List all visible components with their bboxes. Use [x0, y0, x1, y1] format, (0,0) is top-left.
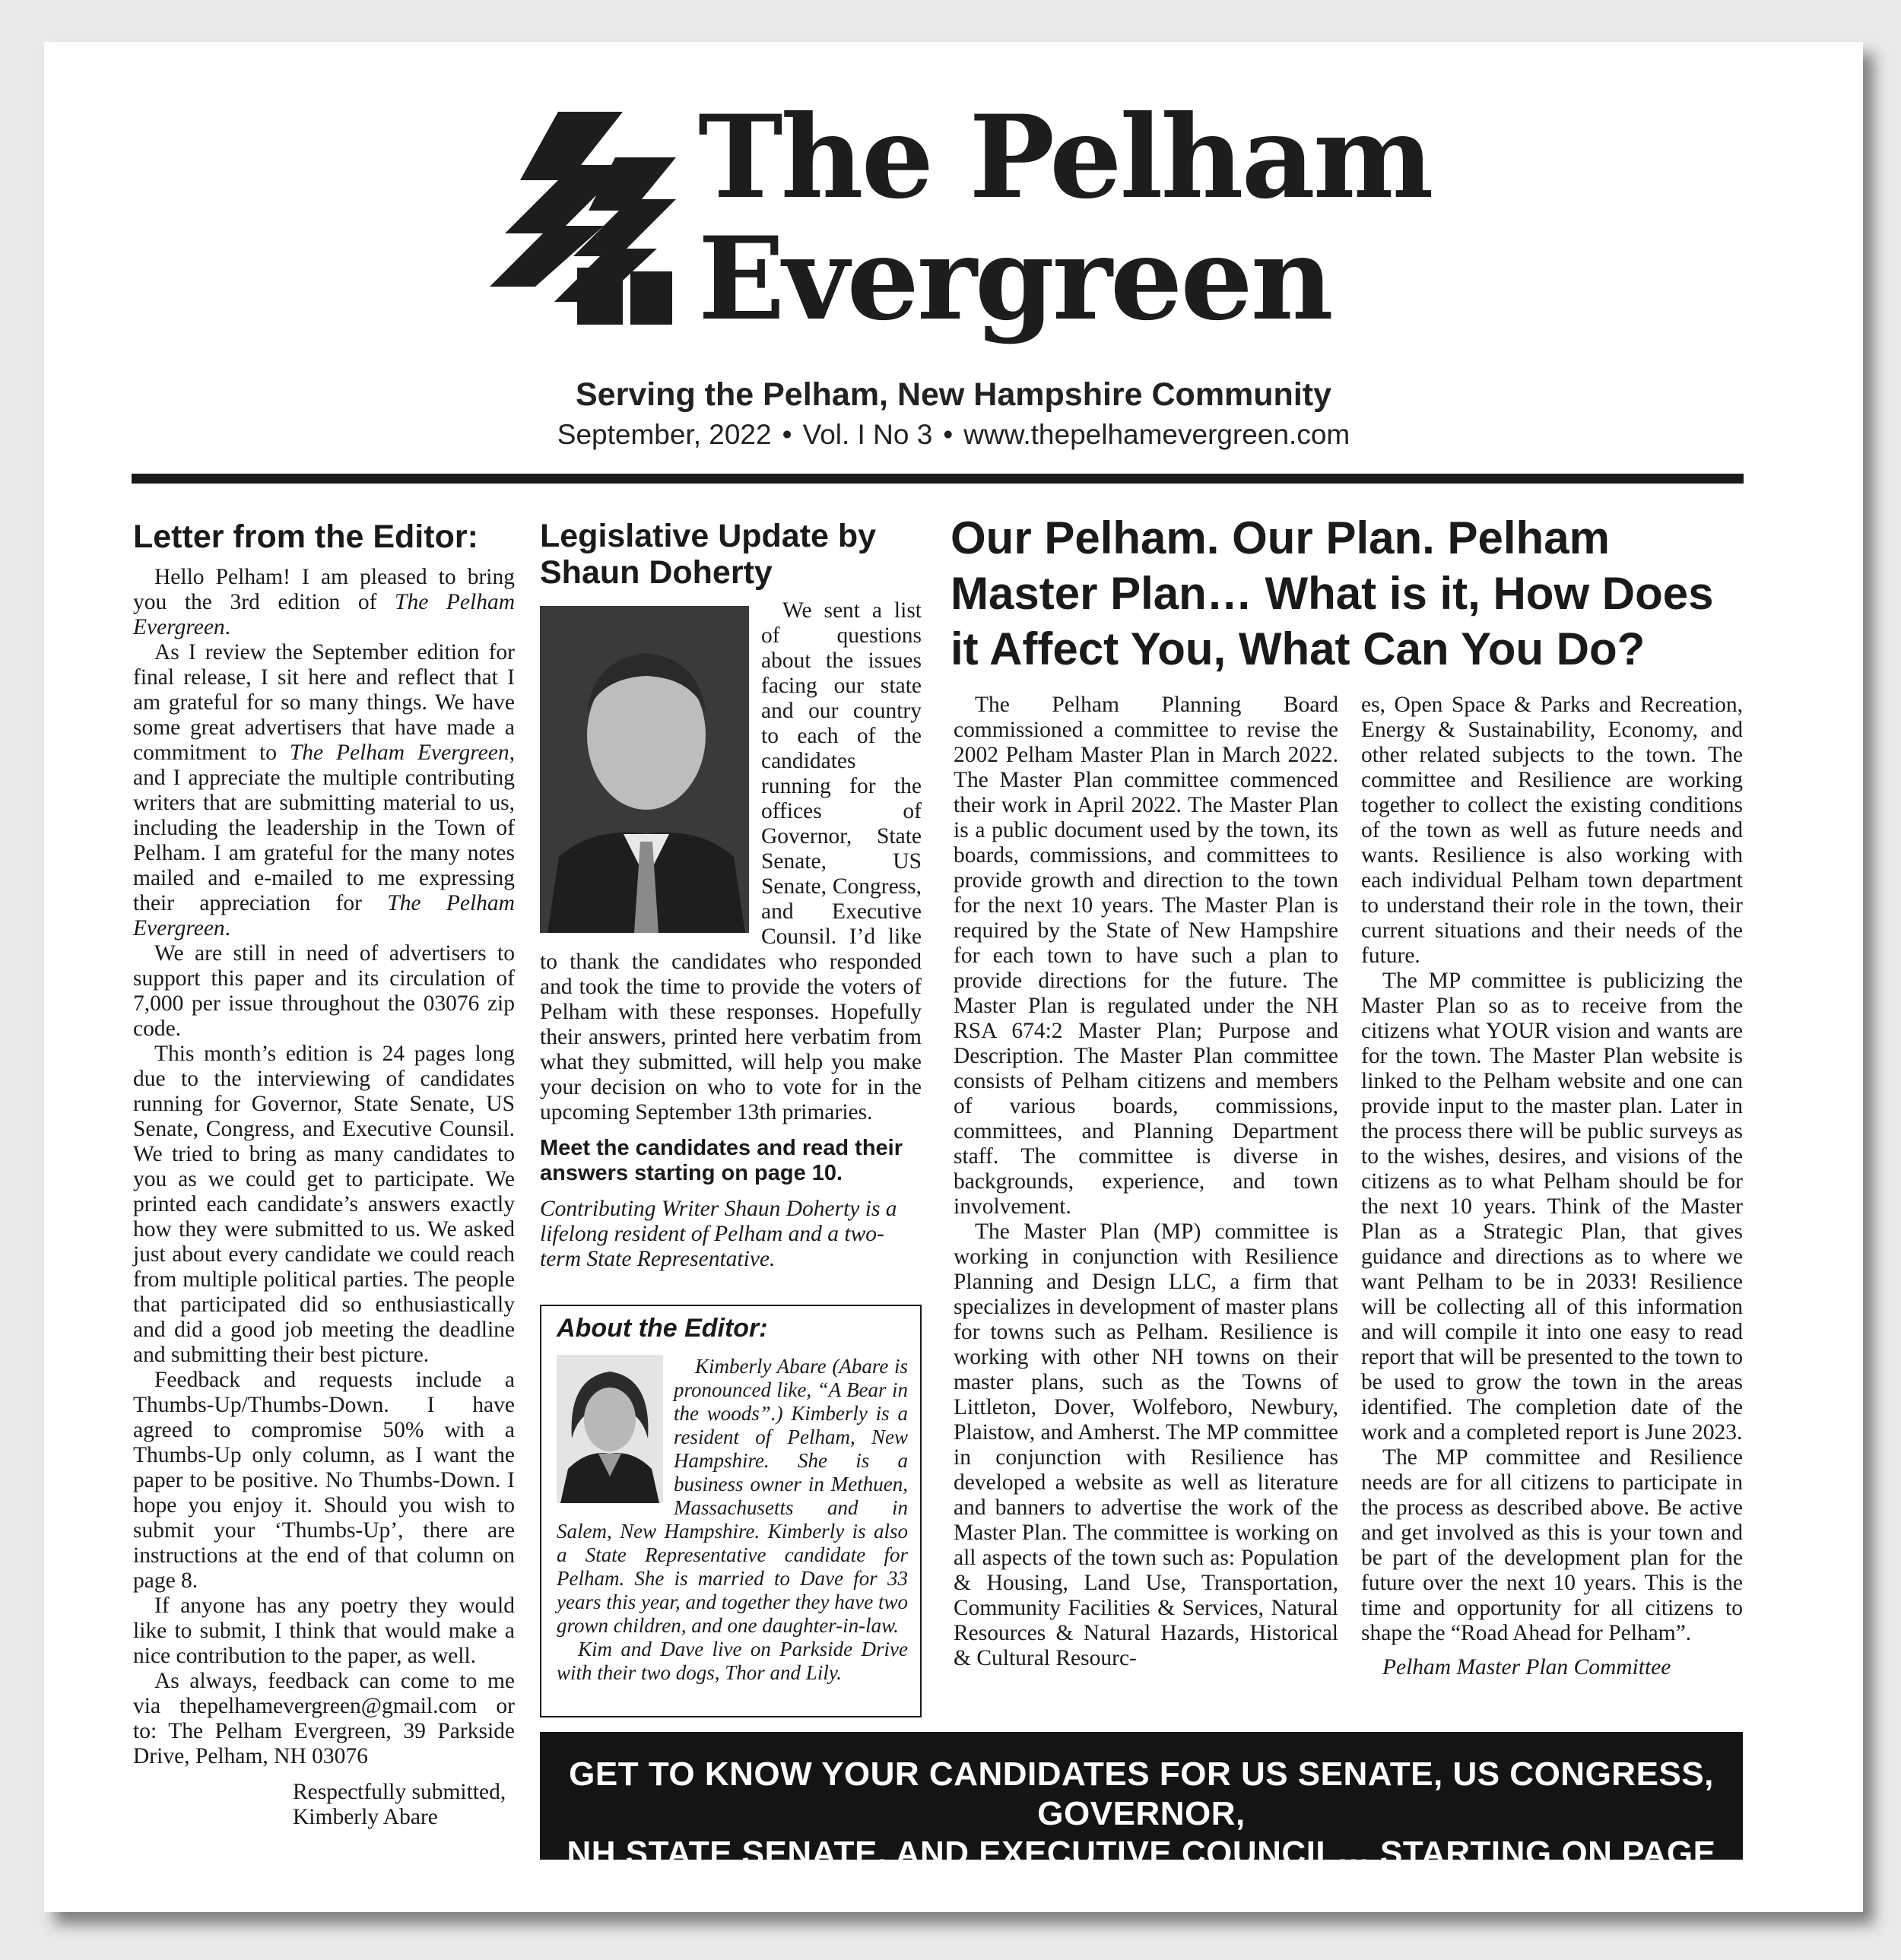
paragraph: This month’s edition is 24 pages long due to the interviewing of candidates running for Governor, State Senate, US Senate, Congress, and Executive Counsil. We tried to bring as many candidates to you as we could get to participate. We printed each candidate’s answers exactly how they were submitted to us. We asked just about every candidate we could reach from multiple political parties. The people that participated did so enthusiastically and did a good job meeting the deadline and submitting their best picture. — [133, 1042, 515, 1367]
masthead-rule — [132, 474, 1744, 484]
about-editor-heading: About the Editor: — [557, 1314, 768, 1343]
shaun-doherty-photo — [540, 606, 749, 933]
headline-line: Master Plan… What is it, How Does — [950, 568, 1714, 619]
masthead-title-line2: Evergreen — [698, 212, 1331, 346]
master-plan-headline — [950, 510, 1714, 677]
newspaper-page — [44, 42, 1863, 1912]
paragraph: The Pelham Planning Board commissioned a committee to revise the 2002 Pelham Master Plan in March 2022. The Master Plan committee commenced their work in April 2022. The Master Plan is a public document used by the town, its boards, commissions, and committees to provide growth and direction to the town for the next 10 years. The Master Plan is required by the State of New Hampshire for each town to have such a plan to provide directions for the future. The Master Plan is regulated under the NH RSA 674:2 Master Plan; Purpose and Description. The Master Plan committee consists of Pelham citizens and members of various boards, commissions, committees, and Planning Department staff. The committee is diverse in backgrounds, experience, and town involvement. — [954, 693, 1338, 1219]
paragraph: The Master Plan (MP) committee is working in conjunction with Resilience Planning and Design LLC, a firm that specializes in development of master plans for towns such as Pelham. Resilience is working with other NH towns on their master plans, such as the Towns of Littleton, Dover, Wolfeboro, Newbury, Plaistow, and Amherst. The MP committee in conjunction with Resilience has developed a website as well as literature and banners to advertise the work of the Master Plan. The committee is working on all aspects of the town such as: Population & Housing, Land Use, Transportation, Community Facilities & Services, Natural Resources & Natural Hazards, Historical & Cultural Resourc- — [954, 1219, 1338, 1670]
website-link[interactable]: www.thepelhamevergreen.com — [963, 419, 1350, 450]
headline-line: it Affect You, What Can You Do? — [950, 623, 1646, 674]
about-editor-box — [540, 1305, 922, 1717]
separator: • — [943, 419, 954, 450]
paragraph: If anyone has any poetry they would like to submit, I think that would make a nice contribution to the paper, as well. — [133, 1594, 515, 1668]
editor-letter-heading: Letter from the Editor: — [133, 519, 478, 555]
heading-line: Shaun Doherty — [540, 554, 773, 591]
candidates-banner — [540, 1732, 1743, 1911]
paragraph: The MP committee and Resilience needs are for all citizens to participate in the process as described above. Be active and get involved as this is your town and be part of the development plan for the future over the next 10 years. This is the time and opportunity for all citizens to shape the “Road Ahead for Pelham”. — [1361, 1445, 1743, 1645]
master-plan-col2 — [1361, 693, 1743, 1680]
masthead-title-line1: The Pelham — [698, 90, 1432, 224]
paragraph: es, Open Space & Parks and Recreation, Energy & Sustainability, Economy, and other related subjects to the town. The committee and Resilience are working together to collect the existing conditions of the town as well as future needs and wants. Resilience is also working with each individual Pelham town department to understand their role in the town, their current situations and their needs of the future. — [1361, 693, 1743, 968]
portrait-icon — [557, 1355, 663, 1503]
separator: • — [782, 419, 792, 450]
legislative-heading — [540, 518, 876, 591]
paragraph: As I review the September edition for final release, I sit here and reflect that I am grateful for so many things. We have some great advertisers that have made a commitment to The Pelham Evergreen, and I appreciate the multiple contributing writers that are submitting material to us, including the leadership in the Town of Pelham. I am grateful for the many notes mailed and e-mailed to me expressing their appreciation for The Pelham Evergreen. — [133, 640, 515, 940]
paragraph: Feedback and requests include a Thumbs-Up/Thumbs-Down. I have agreed to compromise 50% with a Thumbs-Up only column, as I want the paper to be positive. No Thumbs-Down. I hope you enjoy it. Should you wish to submit your ‘Thumbs-Up’, there are instructions at the end of that column on page 8. — [133, 1368, 515, 1593]
legislative-bio: Contributing Writer Shaun Doherty is a lifelong resident of Pelham and a two-term State Representative. — [540, 1197, 897, 1271]
masthead-dateline — [44, 419, 1863, 451]
legislative-callout: Meet the candidates and read their answers starting on page 10. — [540, 1136, 903, 1185]
banner-line: NH STATE SENATE, AND EXECUTIVE COUNCIL… STARTING ON PAGE 10. — [566, 1835, 1716, 1911]
kimberly-abare-photo — [557, 1355, 663, 1503]
paragraph: We are still in need of advertisers to support this paper and its circulation of 7,000 per issue throughout the 03076 zip code. — [133, 941, 515, 1041]
signoff-line: Respectfully submitted, — [293, 1780, 506, 1804]
legislative-body — [540, 598, 922, 1272]
paragraph: Hello Pelham! I am pleased to bring you the 3rd edition of The Pelham Evergreen. — [133, 565, 515, 639]
issue-date: September, 2022 — [557, 419, 772, 450]
about-editor-paragraph: Kim and Dave live on Parkside Drive with their two dogs, Thor and Lily. — [557, 1638, 908, 1684]
editor-letter-body — [133, 565, 515, 1830]
about-editor-text — [557, 1355, 908, 1685]
signoff-name: Kimberly Abare — [293, 1805, 438, 1829]
master-plan-signature: Pelham Master Plan Committee — [1382, 1655, 1671, 1679]
pine-tree-logo-icon — [467, 112, 695, 332]
portrait-icon — [540, 606, 749, 933]
master-plan-col1 — [954, 693, 1338, 1671]
banner-line: GET TO KNOW YOUR CANDIDATES FOR US SENATE, US CONGRESS, GOVERNOR, — [569, 1755, 1714, 1832]
paragraph: The MP committee is publicizing the Master Plan so as to receive from the citizens what YOUR vision and wants are for the town. The Master Plan website is linked to the Pelham website and one can provide input to the master plan. Later in the process there will be public surveys as to the wishes, desires, and visions of the citizens as to what Pelham should be for the next 10 years. Think of the Master Plan as a Strategic Plan, that gives guidance and directions as to where we want Pelham to be in 2033! Resilience will be collecting all of this information and will compile it into one easy to read report that will be presented to the town to be used to grow the town in the areas identified. The completion date of the work and a completed report is June 2023. — [1361, 969, 1743, 1445]
about-editor-paragraph: Kimberly Abare (Abare is pronounced like, “A Bear in the woods”.) Kimberly is a resident of Pelham, New Hampshire. She is a business owner in Methuen, Massachusetts and in Salem, New Hampshire. Kimberly is also a State Representative candidate for Pelham. She is married to Dave for 33 years this year, and together they have two grown children, and one daughter-in-law. — [557, 1355, 908, 1637]
legislative-text: We sent a list of questions about the issues facing our state and our country to each of the candidates running for the offices of Governor, State Senate, US Senate, Congress, and Executive Counsil. I’d like to thank the candidates who responded and took the time to provide the voters of Pelham with these responses. Hopefully their answers, printed here verbatim from what they submitted, will help you make your decision on who to vote for in the upcoming September 13th primaries. — [540, 598, 922, 1124]
headline-line: Our Pelham. Our Plan. Pelham — [950, 512, 1610, 563]
paragraph: As always, feedback can come to me via thepelhamevergreen@gmail.com or to: The Pelham Evergreen, 39 Parkside Drive, Pelham, NH 03076 — [133, 1669, 515, 1768]
issue-volume: Vol. I No 3 — [802, 419, 933, 450]
editor-signoff — [133, 1780, 515, 1830]
masthead-tagline: Serving the Pelham, New Hampshire Community — [575, 376, 1332, 413]
heading-line: Legislative Update by — [540, 518, 877, 554]
